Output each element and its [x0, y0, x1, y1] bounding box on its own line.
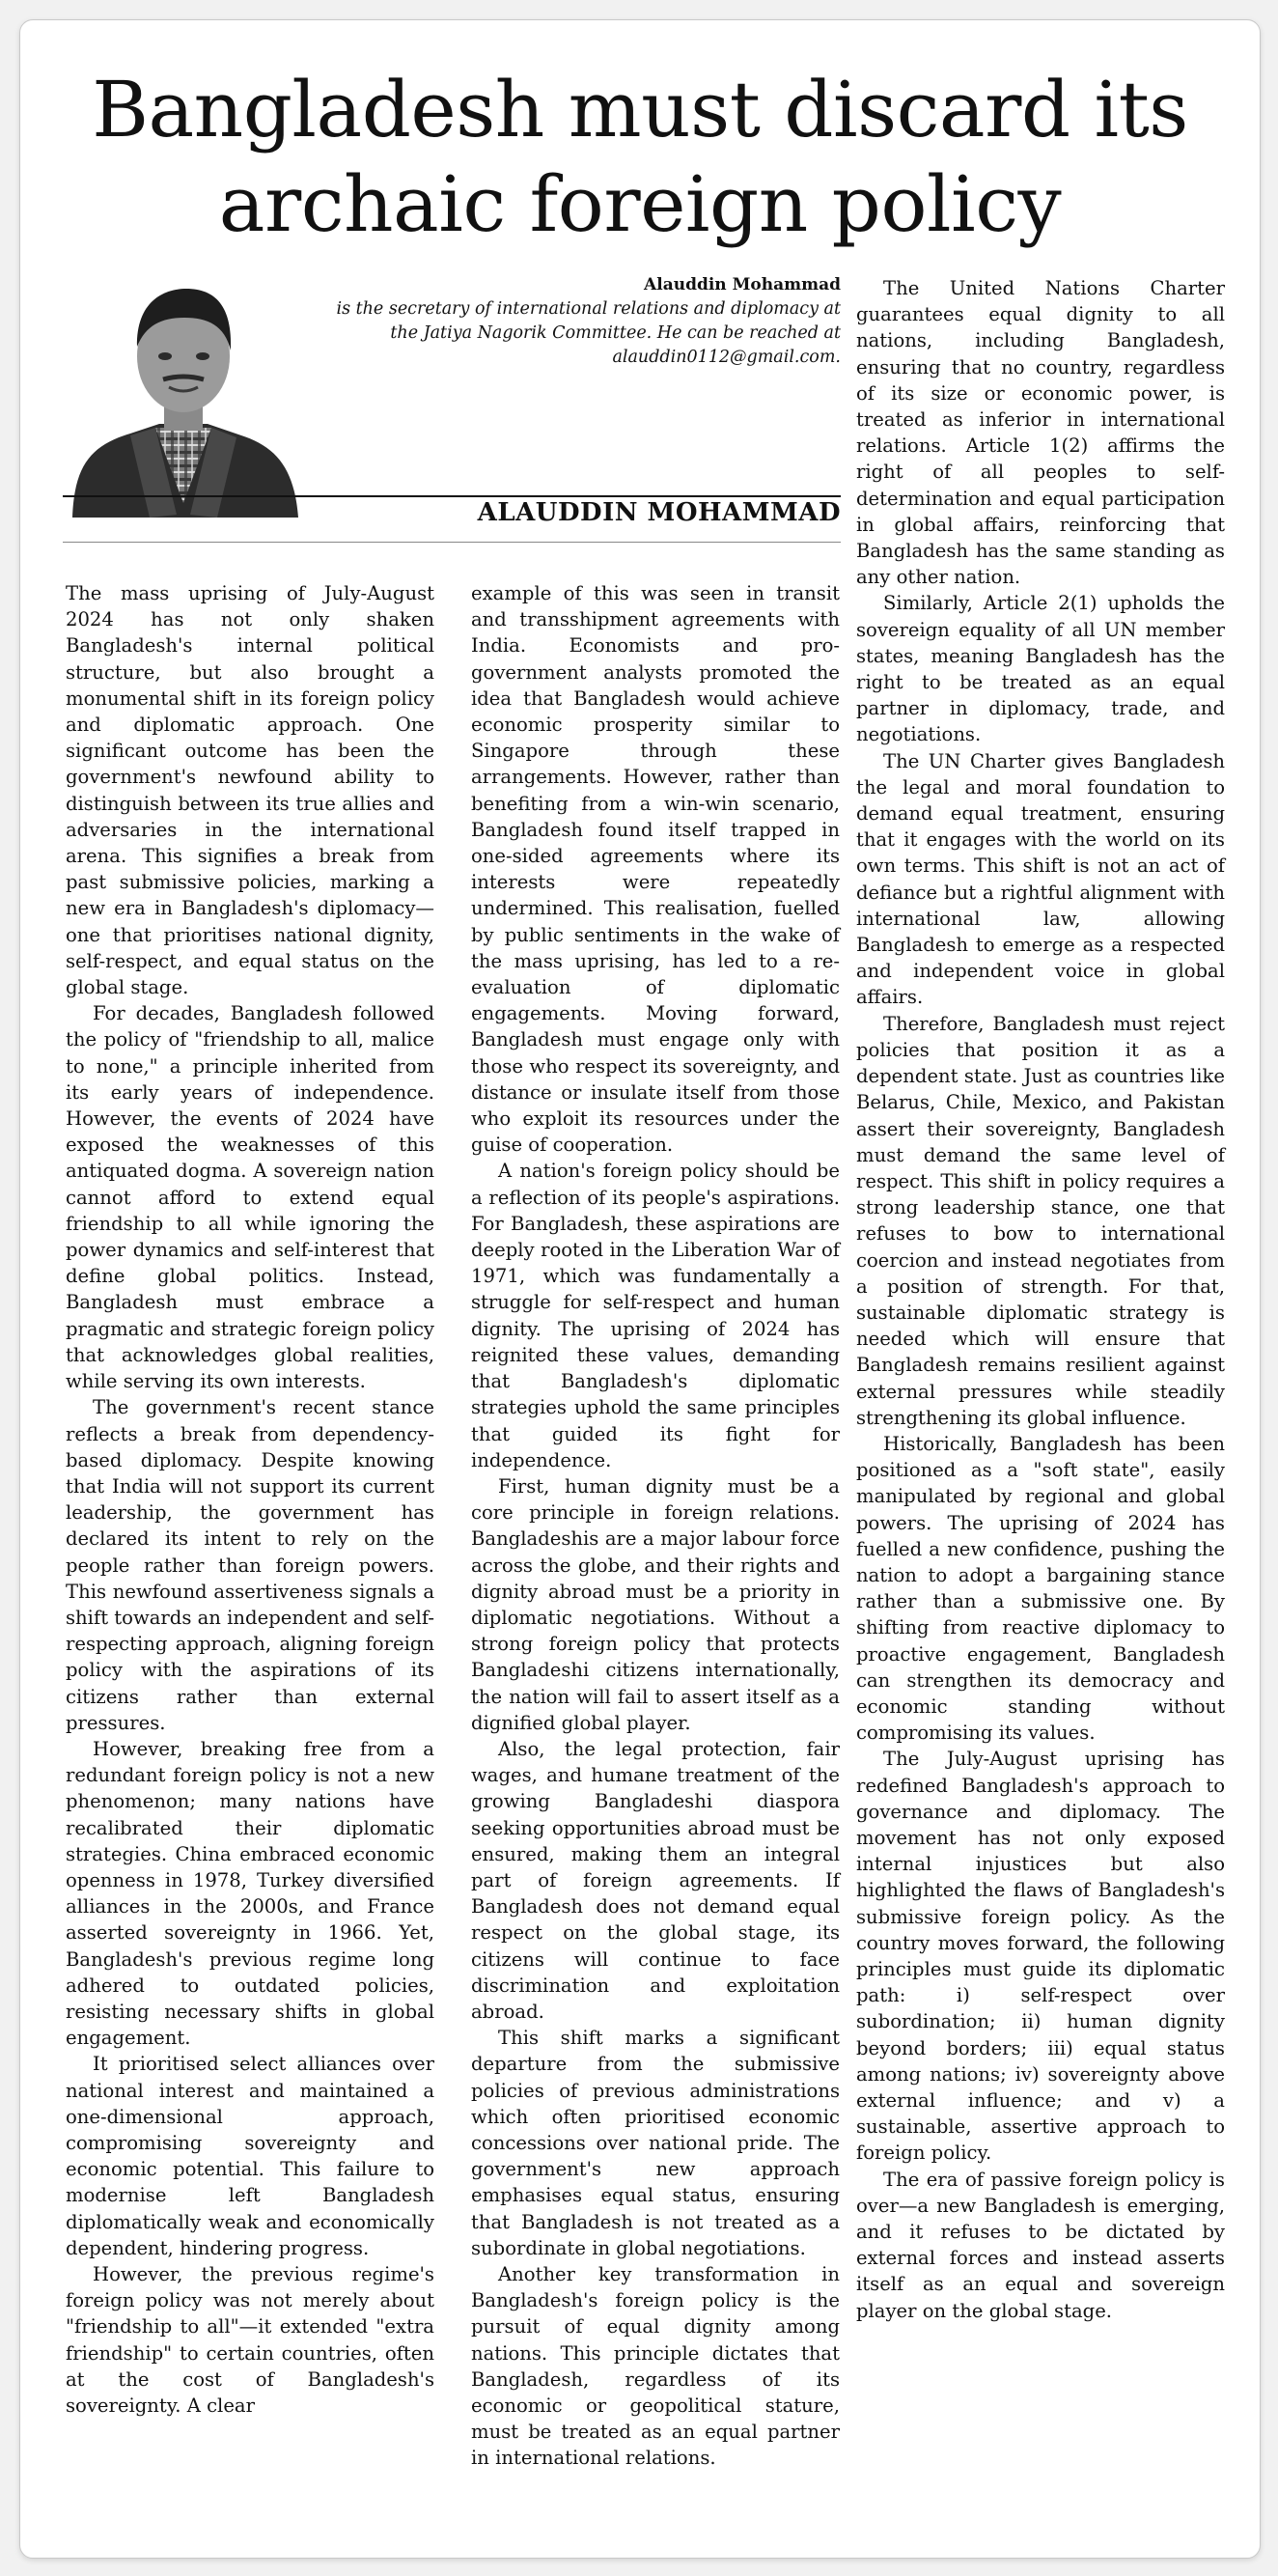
paragraph: The mass uprising of July-August 2024 has not only shaken Bangladesh's internal political structure, but also brought a monumental shift in its foreign policy and diplomatic approach. One significant outcome has been the government's newfound ability to distinguish between its true allies and adversaries in the international arena. This signifies a break from past submissive policies, marking a new era in Bangladesh's diplomacy—one that prioritises national dignity, self-respect, and equal status on the global stage. [66, 582, 434, 999]
headline: Bangladesh must discard its archaic foreign policy [92, 65, 1188, 249]
paragraph: example of this was seen in transit and transshipment agreements with India. Economists and pro-government analysts promoted the idea that Bangladesh would achieve economic prosperity similar to Singapore through these arrangements. However, rather than benefiting from a win-win scenario, Bangladesh found itself trapped in one-sided agreements where its interests were repeatedly undermined. This realisation, fuelled by public sentiments in the wake of the mass uprising, has led to a re-evaluation of diplomatic engagements. Moving forward, Bangladesh must engage only with those who respect its sovereignty, and distance or insulate itself from those who exploit its resources under the guise of cooperation. [471, 582, 840, 1157]
paragraph: The era of passive foreign policy is over—a new Bangladesh is emerging, and it refuses to be dictated by external forces and instead asserts itself as an equal and sovereign player on the global stage. [856, 2168, 1225, 2322]
article-sheet [19, 19, 1261, 2559]
paragraph: The government's recent stance reflects a break from dependency-based diplomacy. Despite knowing that India will not support its current leadership, the government has declared its intent to rely on the people rather than foreign powers. This newfound assertiveness signals a shift towards an independent and self-respecting approach, aligning foreign policy with the aspirations of its citizens rather than external pressures. [66, 1396, 434, 1734]
paragraph: Another key transformation in Bangladesh's foreign policy is the pursuit of equal dignity among nations. This principle dictates that Bangladesh, regardless of its economic or geopolitical stature, must be treated as an equal partner in international relations. [471, 2263, 840, 2470]
paragraph: However, breaking free from a redundant foreign policy is not a new phenomenon; many nations have recalibrated their diplomatic strategies. China embraced economic openness in 1978, Turkey diversified alliances in the 2000s, and France asserted sovereignty in 1966. Yet, Bangladesh's previous regime long adhered to outdated policies, resisting necessary shifts in global engagement. [66, 1737, 434, 2050]
paragraph: A nation's foreign policy should be a reflection of its people's aspirations. For Bangladesh, these aspirations are deeply rooted in the Liberation War of 1971, which was fundamentally a struggle for self-respect and human dignity. The uprising of 2024 has reignited these values, demanding that Bangladesh's diplomatic strategies uphold the same principles that guided its fight for independence. [471, 1160, 840, 1471]
paragraph: It prioritised select alliances over national interest and maintained a one-dimensional approach, compromising sovereignty and economic potential. This failure to modernise left Bangladesh diplomatically weak and economically dependent, hindering progress. [66, 2053, 434, 2259]
paragraph: Therefore, Bangladesh must reject policies that position it as a dependent state. Just as countries like Belarus, Chile, Mexico, and Pakistan assert their sovereignty, Bangladesh must demand the same level of respect. This shift in policy requires a strong leadership stance, one that refuses to bow to international coercion and instead negotiates from a position of strength. For that, sustainable diplomatic strategy is needed which will ensure that Bangladesh remains resilient against external pressures while steadily strengthening its global influence. [856, 1012, 1225, 1429]
paragraph: The UN Charter gives Bangladesh the legal and moral foundation to demand equal treatment, ensuring that it engages with the world on its own terms. This shift is not an act of defiance but a rightful alignment with international law, allowing Bangladesh to emerge as a respected and independent voice in global affairs. [856, 749, 1225, 1009]
paragraph: However, the previous regime's foreign policy was not merely about "friendship to all"—it extended "extra friendship" to certain countries, often at the cost of Bangladesh's sovereignty. A clear [66, 2263, 434, 2418]
byline-rule-bottom [63, 542, 841, 543]
byline-rule [63, 495, 841, 497]
paragraph: Historically, Bangladesh has been positioned as a "soft state", easily manipulated by regional and global powers. The uprising of 2024 has fuelled a new confidence, pushing the nation to adopt a bargaining stance rather than a submissive one. By shifting from reactive diplomacy to proactive engagement, Bangladesh can strengthen its democracy and economic standing without compromising its values. [856, 1432, 1225, 1745]
column-1 [66, 580, 434, 2419]
paragraph: This shift marks a significant departure from the submissive policies of previous administrations which often prioritised economic concessions over national pride. The government's new approach emphasises equal status, ensuring that Bangladesh is not treated as a subordinate in global negotiations. [471, 2027, 840, 2259]
paragraph: The July-August uprising has redefined Bangladesh's approach to governance and diplomacy. The movement has not only exposed internal injustices but also highlighted the flaws of Bangladesh's submissive foreign policy. As the country moves forward, the following principles must guide its diplomatic path: i) self-respect over subordination; ii) human dignity beyond borders; iii) equal status among nations; iv) sovereignty above external influence; and v) a sustainable, assertive approach to foreign policy. [856, 1748, 1225, 2165]
author-credit [310, 273, 841, 370]
column-2 [471, 580, 840, 2472]
author-photo [63, 262, 304, 518]
paragraph: The United Nations Charter guarantees equal dignity to all nations, including Bangladesh, ensuring that no country, regardless of its size or economic power, is treated as inferior in international relations. Article 1(2) affirms the right of all peoples to self-determination and equal participation in global affairs, reinforcing that Bangladesh has the same standing as any other nation. [856, 277, 1225, 589]
paragraph: Also, the legal protection, fair wages, and humane treatment of the growing Bangladeshi diaspora seeking opportunities abroad must be ensured, making them an integral part of foreign agreements. If Bangladesh does not demand equal respect on the global stage, its citizens will continue to face discrimination and exploitation abroad. [471, 1737, 840, 2023]
author-byline: ALAUDDIN MOHAMMAD [477, 498, 841, 527]
column-3 [856, 275, 1225, 2324]
paragraph: First, human dignity must be a core principle in foreign relations. Bangladeshis are a major labour force across the globe, and their rights and dignity abroad must be a priority in diplomatic negotiations. Without a strong foreign policy that protects Bangladeshi citizens internationally, the nation will fail to assert itself as a dignified global player. [471, 1474, 840, 1734]
paragraph: For decades, Bangladesh followed the policy of "friendship to all, malice to none," a principle inherited from its early years of independence. However, the events of 2024 have exposed the weaknesses of this antiquated dogma. A sovereign nation cannot afford to extend equal friendship to all while ignoring the power dynamics and self-interest that define global politics. Instead, Bangladesh must embrace a pragmatic and strategic foreign policy that acknowledges global realities, while serving its own interests. [66, 1002, 434, 1393]
author-bio: is the secretary of international relations and diplomacy at the Jatiya Nagorik Committee. He can be reached at alauddin0112@gmail.com. [336, 299, 841, 367]
paragraph: Similarly, Article 2(1) upholds the sovereign equality of all UN member states, meaning Bangladesh has the right to be treated as an equal partner in diplomacy, trade, and negotiations. [856, 592, 1225, 746]
author-name: Alauddin Mohammad [644, 275, 841, 294]
